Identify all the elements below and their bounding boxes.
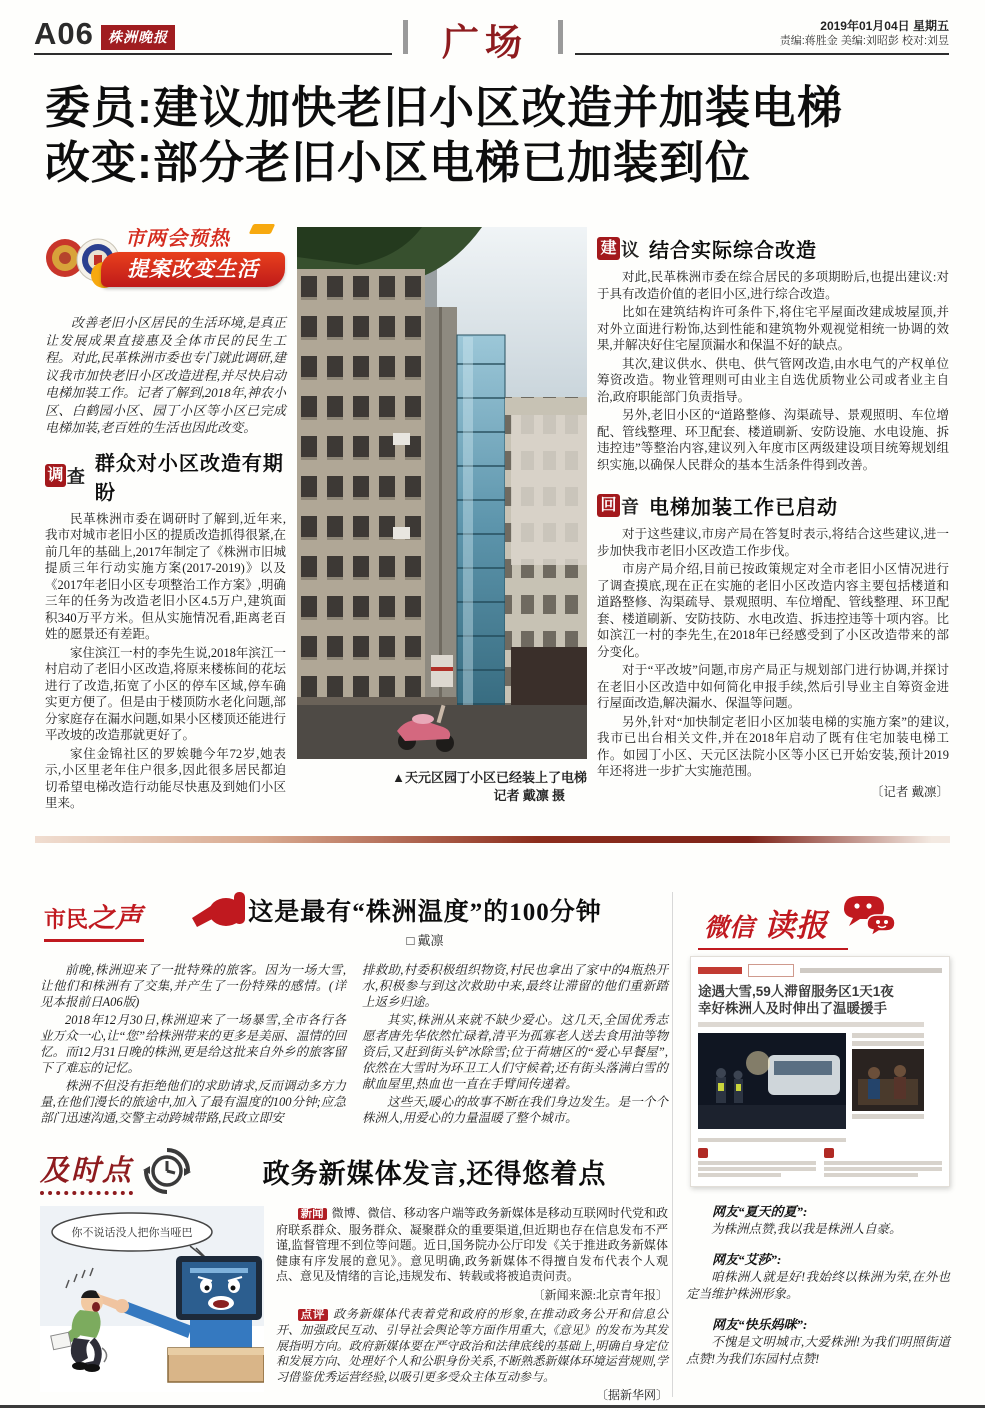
wechat-bullet-icon [698, 1148, 708, 1158]
wechat-logo-part2: 读报 [764, 908, 828, 943]
night-bus-photo [698, 1033, 846, 1129]
netizen-text: 咱株洲人就是好!我始终以株洲为荣,在外也定当维护株洲形象。 [686, 1269, 950, 1301]
cv-paragraph: 株洲不但没有拒绝他们的求助请求,反而调动多方力量,在他们漫长的旅途中,加入了最有温度的100分钟;应急部门迅速沟通,交警主动跨城带路,民政立即安 [40, 1079, 346, 1125]
citizen-voice-header [40, 888, 668, 954]
wechat-icon [840, 892, 898, 942]
wechat-card-bottom [698, 1148, 942, 1177]
news-source: 〔新闻来源:北京青年报〕 [532, 1287, 668, 1302]
citizen-voice-logo [44, 896, 144, 942]
survey-section-header [45, 447, 286, 505]
netizen-comment [686, 1251, 950, 1303]
header-divider-bar [558, 20, 563, 54]
suggest-title: 结合实际综合改造 [649, 240, 817, 262]
section-separator-bar [35, 836, 950, 843]
badge-top-text: 市两会预热 [125, 228, 230, 250]
suggest-paragraph: 比如在建筑结构许可条件下,将住宅平屋面改建成坡屋顶,并对外立面进行粉饰,达到性能和建筑物外观视觉相统一协调的效果,并解决好住宅屋顶漏水和保温不好的缺点。 [597, 305, 949, 352]
citizen-voice-logo-part2: 之声 [88, 903, 143, 933]
netizen-name: 网友“快乐妈咪”: [712, 1316, 808, 1332]
cv-paragraph: 排救助,村委积极组织物资,村民也拿出了家中的4瓶热开水,积极参与到这次救助中来,最终让滞留的他们重新踏上返乡归途。 [362, 963, 668, 1009]
page-bottom-rule [0, 1405, 985, 1408]
echo-paragraph: 另外,针对“加快制定老旧小区加装电梯的实施方案”的建议,我市已出台相关文件,并在2018年启动了既有住宅加装电梯工作。如园丁小区、天元区法院小区等小区已开始安装,预计2019年还将进一步扩大实施范围。 [597, 714, 949, 778]
citizen-voice-col1 [40, 962, 346, 1128]
wechat-card-headline-line2: 幸好株洲人及时伸出了温暖援手 [698, 1001, 887, 1016]
timely-point-header [40, 1142, 668, 1200]
right-column [597, 224, 949, 812]
wechat-card-headline-line1: 途遇大雪,59人滞留服务区1天1夜 [698, 984, 894, 999]
date-line: 2019年01月04日 星期五 [820, 19, 949, 33]
article-byline: 〔记者 戴凛〕 [870, 784, 949, 799]
wechat-card-side [852, 1033, 924, 1142]
wechat-bottom-col [698, 1148, 816, 1177]
echo-title: 电梯加装工作已启动 [649, 497, 838, 519]
echo-paragraph: 市房产局介绍,目前已按政策规定对全市老旧小区情况进行了调查摸底,现在正在实施的老旧小区改造内容主要包括楼道和道路整修、沟渠疏导、景观照明、车位增配、管线整理、环卫配套、楼道刷新、安防技防、水电改造、拆违控违等十项内容。比如滨江一村的李先生,在2018年已经感受到了小区改造带来的部分变化。 [597, 562, 949, 659]
wechat-article-card [690, 956, 950, 1187]
photo-caption [297, 769, 587, 805]
timely-point-logo: 及时点 [40, 1148, 133, 1195]
headline-line1: 委员:建议加快老旧小区改造并加装电梯 [45, 82, 843, 133]
photo-caption-credit: 记者 戴凛 摄 [493, 788, 565, 803]
netizen-text: 为株洲点赞,我以我是株洲人自豪。 [711, 1221, 902, 1236]
cv-paragraph: 2018年12月30日,株洲迎来了一场暴雪,全市各行各业万众一心,让“您”给株洲带来的更多是美丽、温情的回忆。而12月31日晚的株洲,更是给这批来自外乡的旅客留下了难忘的记忆。 [40, 1013, 346, 1075]
badge-banner-text: 提案改变生活 [101, 252, 285, 287]
timely-point-text [276, 1206, 668, 1407]
suggest-paragraph: 其次,建议供水、供电、供气管网改造,由水电气的产权单位筹资改造。物业管理则可由业主自选优质物业公司或者业主自治,政府职能部门负责指导。 [597, 356, 949, 404]
citizen-voice-byline: □ 戴凛 [406, 933, 444, 948]
timely-point-headline: 政务新媒体发言,还得悠着点 [262, 1158, 607, 1189]
survey-tag-label: 查 [66, 466, 85, 487]
netizen-name: 网友“夏天的夏”: [712, 1203, 808, 1219]
comment-paragraph: 点评 政务新媒体代表着党和政府的形象,在推动政务公开和信息公开、加强政民互动、引导社会舆论等方面作用重大,《意见》的发布为其发展指明方向。政府新媒体要在严守政治和法律底线的基础上,明确自身定位和发展方向、处理好个人和公职身份关系,不断熟悉新媒体环境运营规则,学习借鉴优秀运营经验,以吸引更多受众主体互动参与。 [276, 1306, 668, 1384]
wechat-card-subline [698, 1022, 924, 1027]
netizen-name: 网友“艾莎”: [712, 1251, 782, 1267]
wechat-card-graybar [800, 968, 942, 973]
header-divider-bar [403, 20, 408, 54]
wechat-logo-part1: 微信 [704, 914, 755, 942]
wechat-logo-underline [698, 948, 848, 950]
wechat-card-redbar [698, 967, 742, 974]
bottom-right-block [684, 892, 950, 1381]
header-rule-right [575, 53, 949, 55]
citizen-voice-logo-part1: 市民 [44, 907, 89, 932]
citizen-voice-headline: 这是最有“株洲温度”的100分钟 [248, 899, 602, 926]
staff-line: 责编:蒋胜金 美编:刘昭彭 校对:刘昱 [779, 35, 949, 47]
wechat-card-titlebox [748, 964, 794, 977]
wechat-bullet-icon [824, 1148, 834, 1158]
wechat-side-textbar [852, 1114, 924, 1119]
wechat-card-topbar [698, 964, 942, 977]
echo-tag-icon: 回 [597, 494, 620, 517]
news-paragraph: 新闻 微博、微信、移动客户端等政务新媒体是移动互联网时代党和政府联系群众、服务群众、凝聚群众的重要渠道,但近期也存在信息发布不严谨,监督管理不到位等问题。近日,国务院办公厅印发《关于推进政务新媒体健康有序发展的意见》。意见明确,政务新媒体不得擅自发布代表个人观点、意见及情绪的言论,违规发布、转载或将被追责问责。 [276, 1206, 668, 1283]
suggest-tag-label: 议 [621, 239, 639, 260]
comment-tag: 点评 [298, 1309, 329, 1321]
citizen-voice-col2 [362, 962, 668, 1128]
cv-paragraph: 这些天,暖心的故事不断在我们身边发生。是一个个株洲人,用爱心的力量温暖了整个城市。 [362, 1095, 668, 1125]
echo-tag-label: 音 [621, 496, 639, 517]
suggest-tag-icon: 建 [597, 237, 620, 260]
suggest-section-header [597, 234, 949, 263]
rescue-photo [852, 1049, 924, 1111]
netizen-comment [686, 1203, 950, 1238]
intro-paragraph: 改善老旧小区居民的生活环境,是真正让发展成果直接惠及全体市民的民生工程。对此,民革株洲市委也专门就此调研,建议我市加快老旧小区改造进程,并尽快启动电梯加装工作。记者了解到,2018年,神农小区、白鹤园小区、园丁小区等小区已完成电梯加装,老百姓的生活也因此改变。 [45, 315, 286, 435]
photo-column [297, 227, 587, 805]
survey-paragraph: 家住金锦社区的罗娭毑今年72岁,她表示,小区里老年住户很多,因此很多居民都迫切希望电梯改造行动能尽快惠及到她们小区里来。 [45, 746, 286, 810]
photo-caption-line1: ▲天元区园丁小区已经装上了电梯 [392, 770, 587, 785]
cartoon-speech-bubble: 你不说话没人把你当哑巴 [71, 1227, 193, 1239]
wechat-photo-caption-bar [698, 1138, 846, 1142]
survey-paragraph: 家住滨江一村的李先生说,2018年滨江一村启动了老旧小区改造,将原来楼栋间的花坛进行了改造,拓宽了小区的停车区域,停车确实更方便了。但是由于楼顶防水老化问题,部分家庭存在漏水问题,如果小区楼顶还能进行平改坡的改造那就更好了。 [45, 645, 286, 742]
echo-paragraph: 对于这些建议,市房产局在答复时表示,将结合这些建议,进一步加快我市老旧小区改造工作步伐。 [597, 527, 949, 558]
suggest-paragraph: 另外,老旧小区的“道路整修、沟渠疏导、景观照明、车位增配、管线整理、环卫配套、楼道刷新、安防设施、水电设施、拆违控违”等整治内容,建议列入年度市区两级建设项目统筹规划组织实施,以确保人民群众的基本生活条件得到改善。 [597, 408, 949, 472]
badge-spark-decoration [249, 224, 276, 234]
netizen-text: 不愧是文明城市,大爱株洲!为我们明照街道点赞!为我们东园村点赞! [686, 1334, 950, 1366]
netizen-comment [686, 1316, 950, 1368]
netizen-comments [686, 1203, 950, 1368]
echo-section-header [597, 491, 949, 520]
section-title: 广场 [442, 23, 528, 64]
survey-tag-icon: 调 [45, 464, 66, 487]
wechat-card-photos [698, 1033, 942, 1142]
echo-paragraph: 对于“平改坡”问题,市房产局正与规划部门进行协调,并探讨在老旧小区改造中如何简化申报手续,然后引导业主自筹资金进行屋面改造,解决漏水、保温等问题。 [597, 663, 949, 710]
headline-line2: 改变:部分老旧小区电梯已加装到位 [45, 137, 751, 188]
page-number: A06 [34, 16, 94, 51]
editorial-cartoon [40, 1206, 264, 1392]
main-headline [45, 80, 950, 190]
citizen-voice-columns [40, 962, 668, 1128]
wechat-night-photo [698, 1033, 846, 1142]
survey-title: 群众对小区改造有期盼 [94, 452, 284, 504]
clock-icon [143, 1147, 191, 1195]
header-rule-left [34, 53, 392, 55]
cv-paragraph: 其实,株洲从来就不缺少爱心。这几天,全国优秀志愿者唐先华依然忙碌着,清平为孤寡老人送去食用油等物资后,又赶到街头铲冰除雪;位于荷塘区的“爱心早餐屋”,依然在大雪时为环卫工人们守候着;还有街头落满白雪的献血屋里,热血也一直在手臂间传递着。 [362, 1013, 668, 1091]
timely-point-body [40, 1206, 668, 1407]
news-tag: 新闻 [298, 1208, 327, 1220]
survey-paragraph: 民革株洲市委在调研时了解到,近年来,我市对城市老旧小区的提质改造抓得很紧,在前几年的基础上,2017年制定了《株洲市旧城提质三年行动实施方案(2017-2019)》以及《2017年老旧小区专项整治工作方案》,明确三年的任务为改造老旧小区4.5万户,建筑面积340万平方米。但从实施情况看,距离老百姓的愿景还有差距。 [45, 511, 286, 641]
timely-point-section [40, 1142, 668, 1407]
header-meta [780, 19, 949, 49]
wechat-side-textbar [852, 1041, 924, 1046]
suggest-paragraph: 对此,民革株洲市委在综合居民的多项期盼后,也提出建议:对于具有改造价值的老旧小区,进行综合改造。 [597, 270, 949, 301]
masthead-logo: 株洲晚报 [101, 25, 175, 50]
vertical-divider [672, 892, 673, 1397]
comment-source: 〔据新华网〕 [595, 1388, 668, 1402]
elevator-building-photo [297, 227, 587, 759]
wechat-side-textbar [852, 1033, 924, 1038]
left-column [45, 222, 286, 814]
two-sessions-badge [45, 222, 286, 306]
wechat-read-logo [684, 892, 950, 956]
wechat-bottom-col [824, 1148, 942, 1177]
bottom-left-block [40, 888, 668, 1407]
cv-paragraph: 前晚,株洲迎来了一批特殊的旅客。因为一场大雪,让他们和株洲有了交集,并产生了一份特殊的感情。(详见本报前日A06版) [40, 963, 346, 1009]
